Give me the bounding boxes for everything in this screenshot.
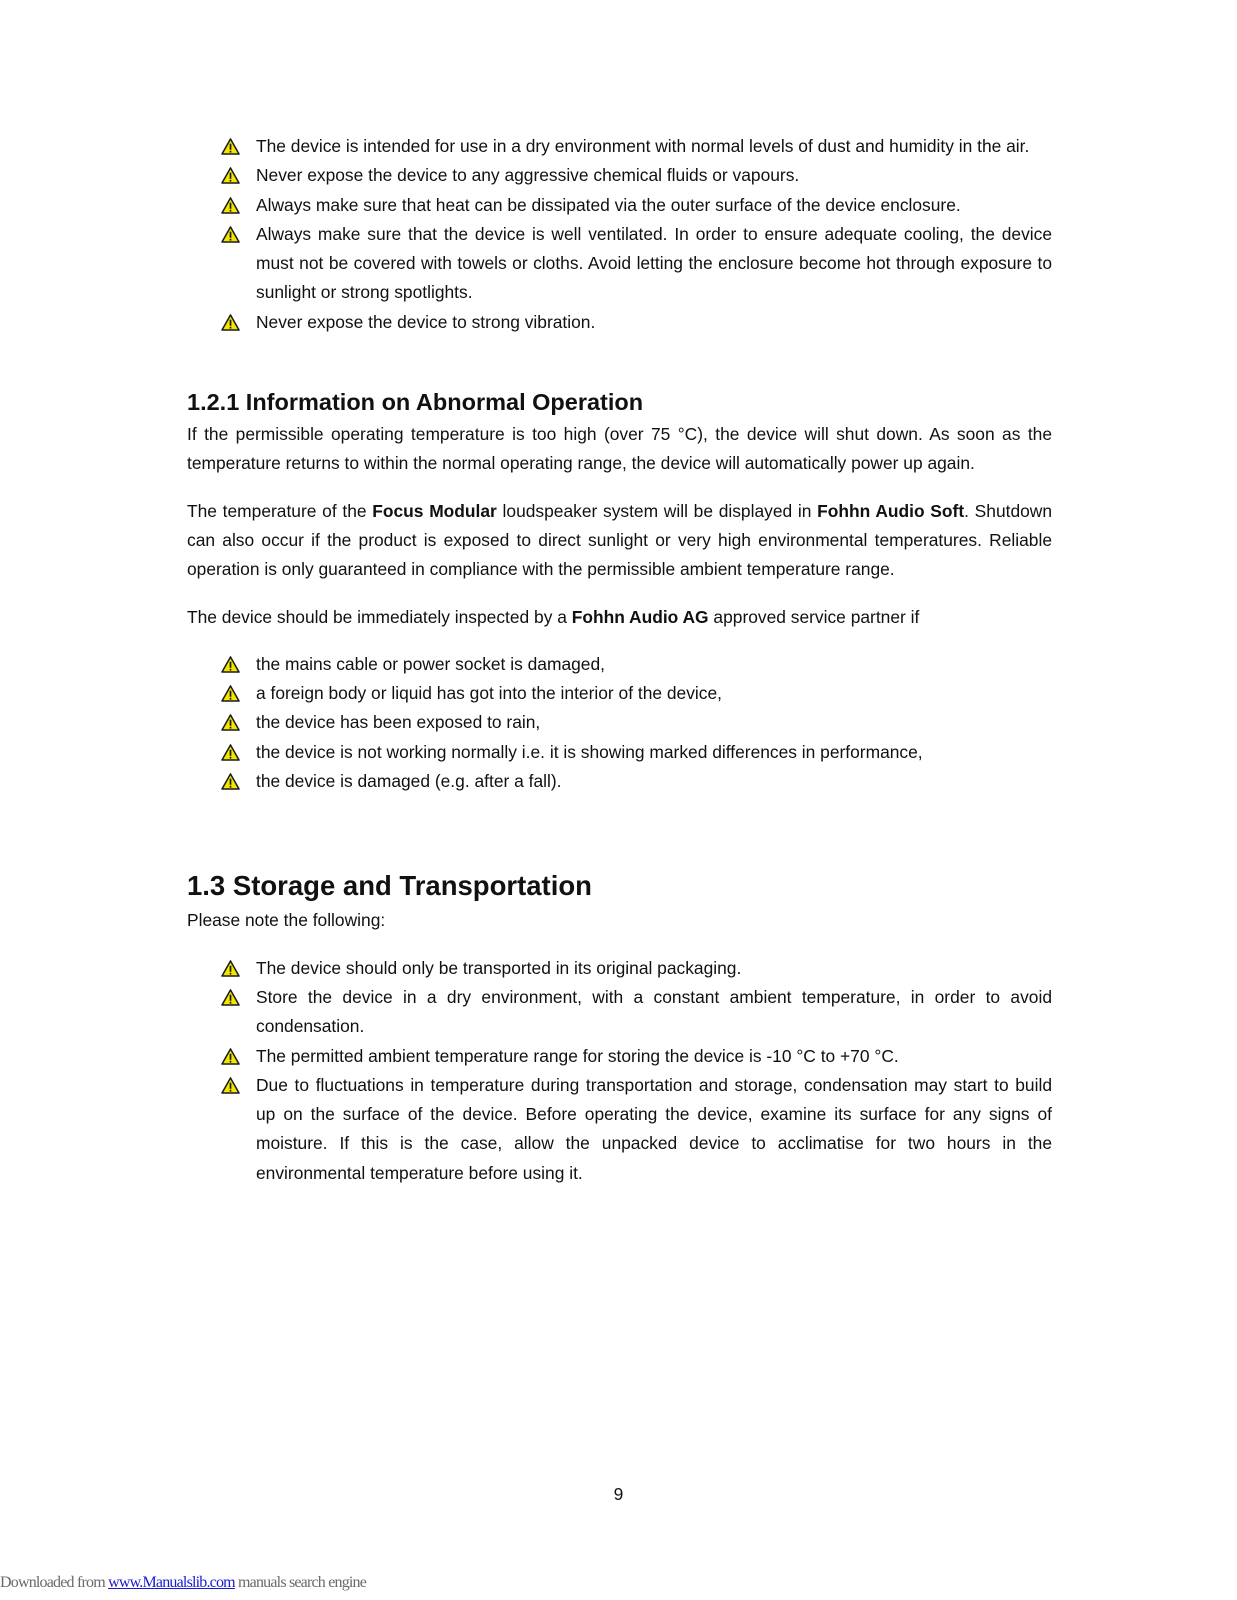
warning-icon — [221, 226, 240, 243]
list-item — [221, 708, 1052, 737]
warning-icon — [221, 685, 240, 702]
footer-prefix: Downloaded from — [0, 1574, 109, 1591]
warning-icon — [221, 1077, 240, 1094]
software-name: Fohhn Audio Soft — [817, 500, 965, 521]
storage-warning-list — [187, 954, 1052, 1188]
list-item-text: Never expose the device to strong vibration. — [256, 311, 596, 332]
warning-icon — [221, 989, 240, 1006]
list-item — [221, 1071, 1052, 1188]
list-item — [221, 220, 1052, 308]
list-item-text: Always make sure that the device is well ventilated. In order to ensure adequate cooling, the device must not be covered with towels or cloths. Avoid letting the enclosure become hot through exposure to sunlight or strong spotlights. — [256, 223, 1052, 303]
footer-suffix: manuals search engine — [234, 1574, 367, 1591]
list-item — [221, 983, 1052, 1042]
download-footer — [0, 1574, 366, 1592]
list-item-text: The device is intended for use in a dry environment with normal levels of dust and humidity in the air. — [256, 136, 1030, 156]
list-item-text: The permitted ambient temperature range for storing the device is -10 °C to +70 °C. — [256, 1045, 899, 1066]
manualslib-link[interactable]: www.Manualslib.com — [108, 1574, 235, 1591]
list-item — [221, 679, 1052, 708]
warning-icon — [221, 773, 240, 790]
list-item-text: Store the device in a dry environment, with a constant ambient temperature, in order to avoid condensation. — [256, 986, 1052, 1037]
paragraph-note-intro: Please note the following: — [187, 910, 386, 931]
list-item-text: the device has been exposed to rain, — [256, 712, 541, 733]
list-item — [221, 191, 1052, 220]
paragraph-service-inspection: The device should be immediately inspected by a Fohhn Audio AG approved service partner if — [187, 606, 920, 627]
list-item — [221, 767, 1052, 796]
list-item-text: Always make sure that heat can be dissipated via the outer surface of the device enclosure. — [256, 194, 961, 215]
warning-icon — [221, 656, 240, 673]
list-item — [221, 308, 1052, 337]
list-item-text: the device is not working normally i.e. it is showing marked differences in performance, — [256, 741, 923, 762]
environment-warning-list — [187, 132, 1052, 337]
inspection-warning-list — [187, 650, 1052, 796]
section-heading-storage-transportation: 1.3 Storage and Transportation — [187, 870, 592, 902]
warning-icon — [221, 1048, 240, 1065]
product-name: Focus Modular — [372, 500, 497, 521]
warning-icon — [221, 744, 240, 761]
warning-icon — [221, 960, 240, 977]
list-item-text: Due to fluctuations in temperature during transportation and storage, condensation may start to build up on the surface of the device. Before operating the device, examine its surface for any signs of moisture. If this is the case, allow the unpacked device to acclimatise for two hours in the environmental temperature before using it. — [256, 1074, 1052, 1183]
list-item — [221, 738, 1052, 767]
list-item-text: a foreign body or liquid has got into the interior of the device, — [256, 683, 722, 704]
list-item-text: The device should only be transported in its original packaging. — [256, 957, 742, 978]
section-heading-abnormal-operation: 1.2.1 Information on Abnormal Operation — [187, 389, 644, 416]
warning-icon — [221, 138, 240, 155]
warning-icon — [221, 167, 240, 184]
warning-icon — [221, 714, 240, 731]
page-number: 9 — [613, 1484, 624, 1504]
warning-icon — [221, 314, 240, 331]
list-item-text: the device is damaged (e.g. after a fall). — [256, 771, 562, 792]
list-item-text: Never expose the device to any aggressive chemical fluids or vapours. — [256, 165, 800, 186]
list-item — [221, 954, 1052, 983]
company-name: Fohhn Audio AG — [571, 606, 709, 627]
paragraph-shutdown-temperature: If the permissible operating temperature is too high (over 75 °C), the device will shut down. As soon as the temperature returns to within the normal operating range, the device will automatically power up again. — [187, 424, 1052, 474]
list-item — [221, 1042, 1052, 1071]
page-content — [187, 132, 1052, 1188]
list-item — [221, 132, 1052, 161]
list-item — [221, 161, 1052, 190]
warning-icon — [221, 197, 240, 214]
paragraph-temperature-display: The temperature of the Focus Modular loudspeaker system will be displayed in Fohhn Audio Soft. Shutdown can also occur if the product is exposed to direct sunlight or very high environmental temperatures. Reliable operation is only guaranteed in compliance with the permissible ambient temperature range. — [187, 500, 1053, 580]
list-item — [221, 650, 1052, 679]
list-item-text: the mains cable or power socket is damaged, — [256, 653, 605, 674]
